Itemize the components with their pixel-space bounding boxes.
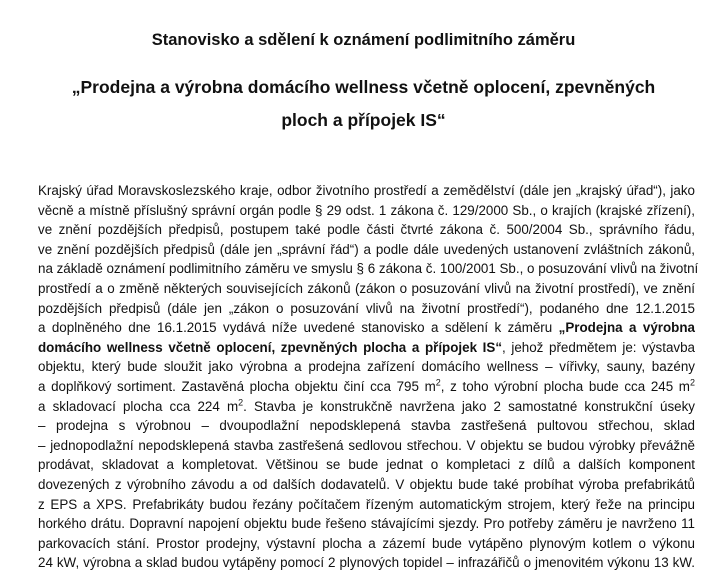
paragraph-text: , z toho výrobní plocha bude cca 245 m [440, 378, 690, 394]
paragraph-line [38, 318, 695, 338]
superscript: 2 [238, 397, 244, 408]
paragraph-line [38, 377, 695, 397]
paragraph-line: z EPS a XPS. Prefabrikáty budou řezány počítačem řízeným automatickým strojem, který řeže na principu [38, 496, 695, 512]
paragraph-text: a doplněného dne 16.1.2015 vydává níže uvedené stanovisko a sdělení k záměru [38, 320, 553, 336]
project-title-line-1: „Prodejna a výrobna domácího wellness včetně oplocení, zpevněných [71, 77, 656, 97]
project-name-bold: „Prodejna a výrobna [558, 320, 695, 336]
paragraph-text: a skladovací plocha cca 224 m [38, 398, 239, 414]
paragraph-line: prodávat, skladovat a kompletovat. Většinou se bude jednat o kompletaci z dílů a dalších komponent [38, 457, 695, 473]
paragraph-text: , jehož předmětem je: výstavba [502, 339, 695, 355]
paragraph-line: – prodejna s výrobnou – dvoupodlažní nepodsklepená stavba zastřešená pultovou střechou, sklad [38, 418, 695, 434]
paragraph-line: parkovacích stání. Prostor prodejny, výstavní plocha a zázemí bude vytápěno plynovým kotlem o výkonu [38, 535, 695, 551]
paragraph-line: ve znění pozdějších předpisů (dále jen „správní řád“) a podle dále uvedených ustanovení zvláštních zákonů, [38, 241, 695, 257]
paragraph-line: pozdějších předpisů (dále jen „zákon o posuzování vlivů na životní prostředí“), podaného dne 12.1.2015 [38, 300, 695, 316]
paragraph-line: na základě oznámení podlimitního záměru ve smyslu § 6 zákona č. 100/2001 Sb., o posuzování vlivů na životní [38, 261, 699, 277]
paragraph-line: horkého drátu. Dopravní napojení objektu bude řešeno stávajícími sjezdy. Pro potřeby záměru je navrženo 11 [38, 516, 695, 532]
paragraph-line [38, 338, 695, 358]
document-heading: Stanovisko a sdělení k oznámení podlimitního záměru [151, 31, 576, 49]
paragraph-line: prostředí a o změně některých souvisejících zákonů (zákon o posuzování vlivů na životní prostředí), ve znění [38, 280, 695, 296]
paragraph-text: a doplňkový sortiment. Zastavěná plocha objektu činí cca 795 m [38, 378, 436, 394]
paragraph-line: Krajský úřad Moravskoslezského kraje, odbor životního prostředí a zemědělství (dále jen „krajský úřad“), jako [38, 183, 695, 198]
project-name-bold: domácího wellness včetně oplocení, zpevněných plocha a přípojek IS“ [38, 339, 503, 355]
paragraph-line: ve znění pozdějších předpisů, postupem také podle části čtvrté zákona č. 500/2004 Sb., správního řádu, [38, 222, 695, 238]
paragraph-text: . Stavba je konstrukčně navržena jako 2 samostatné konstrukční úseky [243, 398, 695, 414]
paragraph-line: objektu, který bude sloužit jako výrobna a prodejna zařízení domácího wellness – vířivky, sauny, bazény [38, 359, 695, 375]
project-title-line-2: ploch a přípojek IS“ [281, 110, 446, 130]
paragraph-line: dovezených z výrobního závodu a od dalších dodavatelů. V objektu bude také probíhat výroba prefabrikátů [38, 476, 695, 492]
superscript: 2 [435, 377, 441, 388]
body-paragraph [38, 181, 699, 573]
paragraph-line: – jednopodlažní nepodsklepená stavba zastřešená sedlovou střechou. V objektu se budou výrobky převážně [38, 437, 695, 453]
paragraph-line [38, 397, 695, 417]
paragraph-line: věcně a místně příslušný správní orgán podle § 29 odst. 1 zákona č. 129/2000 Sb., o krajích (krajské zřízení), [38, 202, 695, 218]
superscript: 2 [689, 377, 695, 388]
paragraph-line: 24 kW, výrobna a sklad budou vytápěny pomocí 2 plynových topidel – infrazářičů o jmenovitém výkonu 13 kW. [38, 555, 695, 571]
